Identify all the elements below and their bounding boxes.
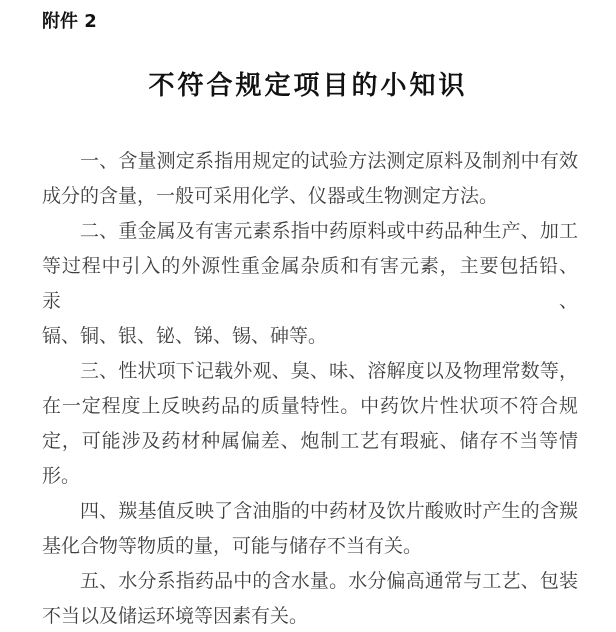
paragraph-line: 在一定程度上反映药品的质量特性。中药饮片性状项不符合规	[42, 395, 578, 417]
paragraph-line: 成分的含量，一般可采用化学、仪器或生物测定方法。	[42, 185, 499, 207]
paragraph	[42, 494, 578, 564]
paragraph-line: 定，可能涉及药材种属偏差、炮制工艺有瑕疵、储存不当等情形。	[42, 430, 578, 487]
paragraph-line: 等过程中引入的外源性重金属杂质和有害元素，主要包括铅、汞、	[42, 255, 578, 312]
paragraph	[42, 354, 578, 494]
attachment-label: 附件 2	[42, 11, 97, 32]
document-body	[0, 144, 616, 632]
paragraph-line: 一、含量测定系指用规定的试验方法测定原料及制剂中有效	[80, 150, 578, 172]
paragraph	[42, 144, 578, 214]
paragraph-line: 五、水分系指药品中的含水量。水分偏高通常与工艺、包装	[80, 570, 578, 592]
paragraph-line: 不当以及储运环境等因素有关。	[42, 605, 309, 627]
paragraph-line: 三、性状项下记载外观、臭、味、溶解度以及物理常数等，	[80, 360, 578, 382]
paragraph-line: 基化合物等物质的量，可能与储存不当有关。	[42, 535, 423, 557]
paragraph-line: 二、重金属及有害元素系指中药原料或中药品种生产、加工	[80, 220, 578, 242]
paragraph	[42, 214, 578, 354]
paragraph-line: 四、羰基值反映了含油脂的中药材及饮片酸败时产生的含羰	[80, 500, 578, 522]
paragraph	[42, 564, 578, 632]
page-title: 不符合规定项目的小知识	[148, 71, 468, 101]
paragraph-line: 镉、铜、银、铋、锑、锡、砷等。	[42, 325, 328, 347]
